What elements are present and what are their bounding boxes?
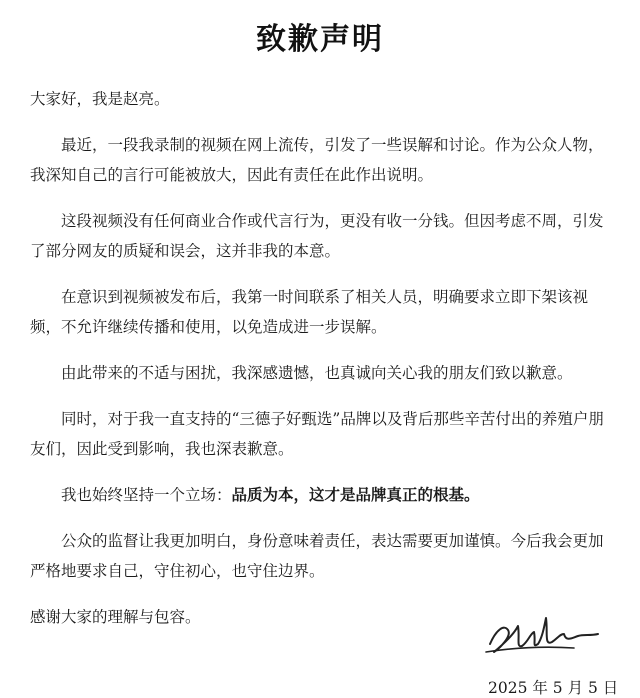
statement-date: 2025 年 5 月 5 日 xyxy=(488,679,619,697)
paragraph-1: 最近，一段我录制的视频在网上流传，引发了一些误解和讨论。作为公众人物，我深知自己的言行可能被放大，因此有责任在此作出说明。 xyxy=(30,136,604,184)
statement-body xyxy=(30,84,616,648)
paragraph-5: 同时，对于我一直支持的“三德子好甄选”品牌以及背后那些辛苦付出的养殖户朋友们，因此受到影响，我也深表歉意。 xyxy=(30,410,604,458)
page-title: 致歉声明 xyxy=(256,22,384,57)
paragraph-2: 这段视频没有任何商业合作或代言行为，更没有收一分钱。但因考虑不周，引发了部分网友的质疑和误会，这并非我的本意。 xyxy=(30,212,604,260)
signature-icon xyxy=(482,608,602,658)
paragraph-3: 在意识到视频被发布后，我第一时间联系了相关人员，明确要求立即下架该视频，不允许继续传播和使用，以免造成进一步误解。 xyxy=(30,288,589,336)
paragraph-6 xyxy=(30,480,616,510)
paragraph-6-emphasis: 品质为本，这才是品牌真正的根基。 xyxy=(231,485,480,504)
paragraph-4: 由此带来的不适与困扰，我深感遗憾，也真诚向关心我的朋友们致以歉意。 xyxy=(61,364,573,382)
closing-line: 感谢大家的理解与包容。 xyxy=(30,608,201,626)
paragraph-6-lead: 我也始终坚持一个立场： xyxy=(61,486,232,504)
greeting-line: 大家好，我是赵亮。 xyxy=(30,90,170,108)
paragraph-7: 公众的监督让我更加明白，身份意味着责任，表达需要更加谨慎。今后我会更加严格地要求自己，守住初心，也守住边界。 xyxy=(30,532,604,580)
